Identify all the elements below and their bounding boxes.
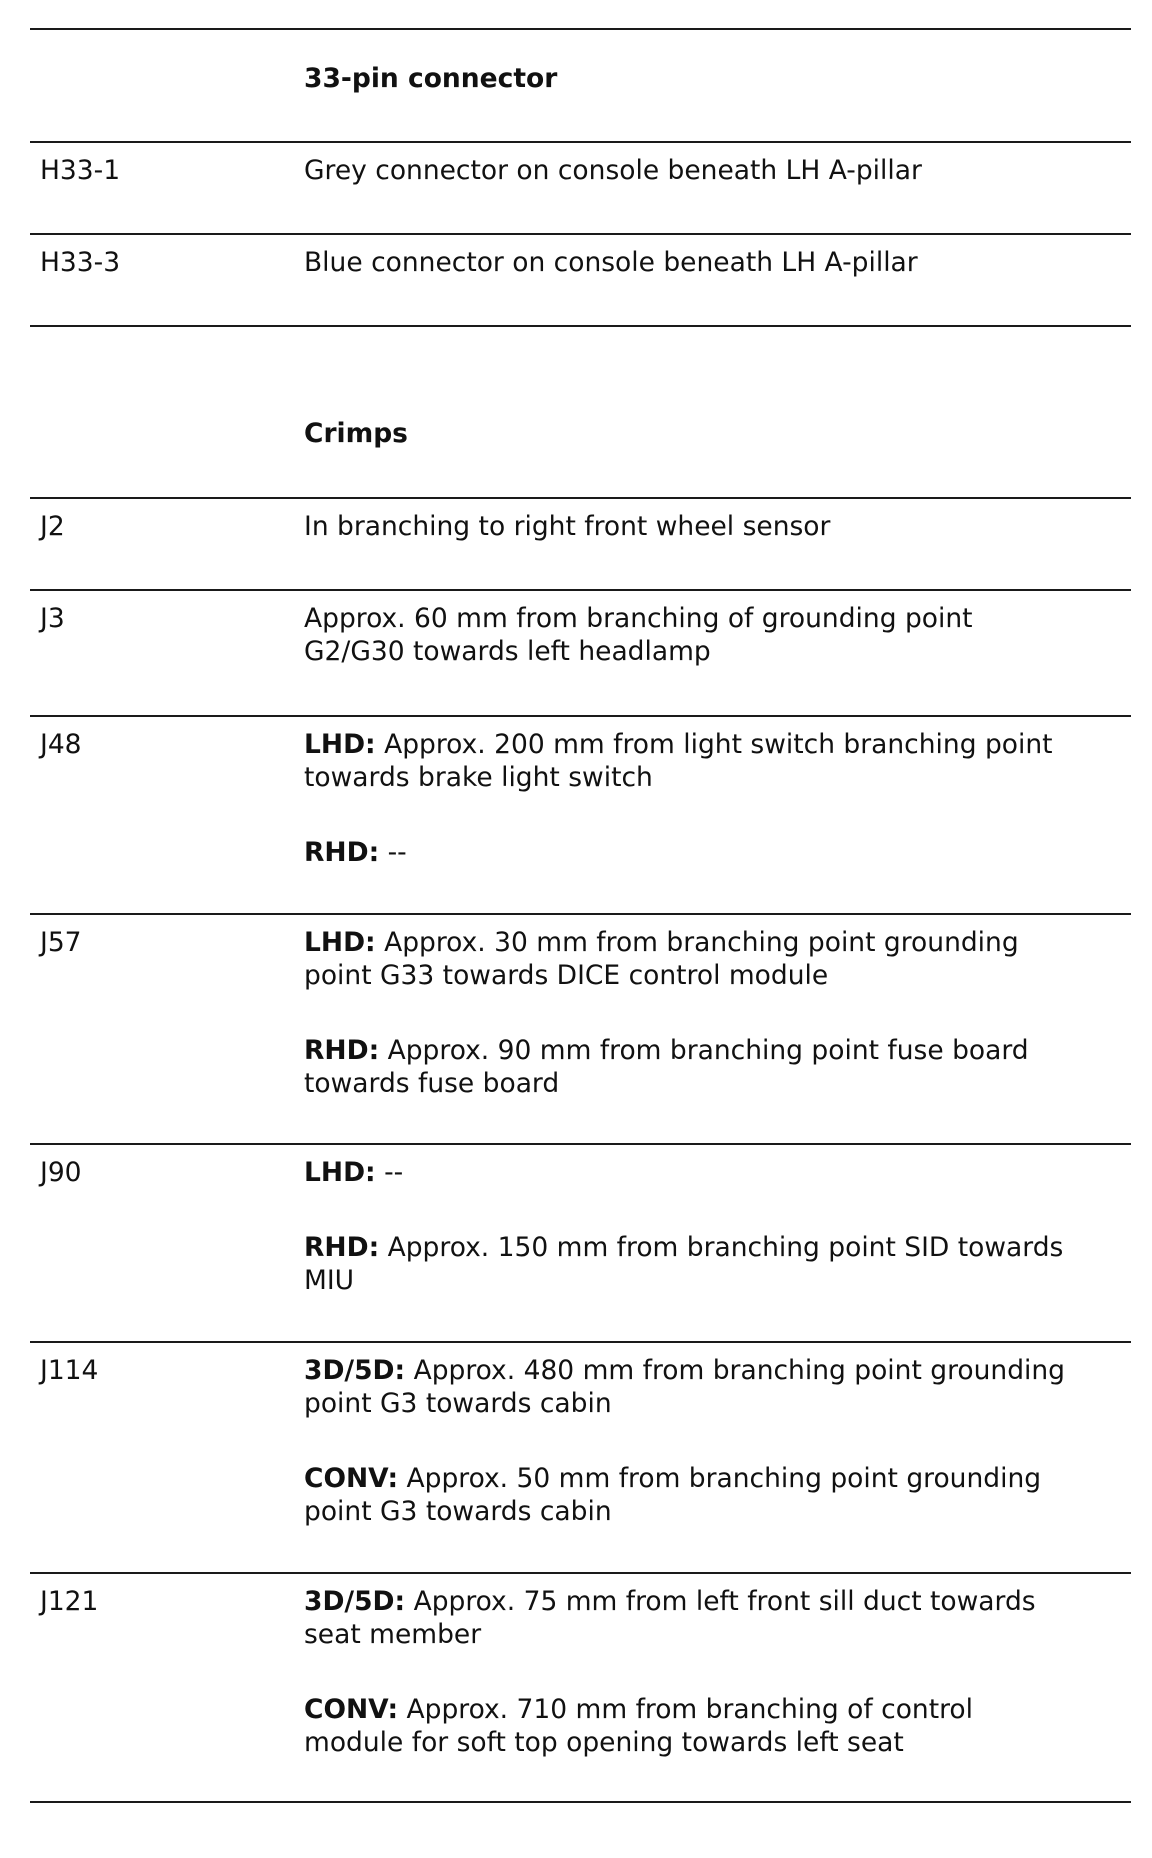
row-prefix: 3D/5D: xyxy=(304,1355,406,1386)
row-description xyxy=(304,1034,1134,1100)
table-rule xyxy=(30,715,1131,717)
row-code: H33-3 xyxy=(40,247,121,278)
row-text: Approx. 50 mm from branching point grounding point G3 towards cabin xyxy=(304,1463,1042,1527)
row-description xyxy=(304,1156,1134,1189)
row-text: Grey connector on console beneath LH A-pillar xyxy=(304,155,922,186)
row-description xyxy=(304,926,1134,992)
section-heading: 33-pin connector xyxy=(304,63,558,94)
row-prefix: 3D/5D: xyxy=(304,1586,406,1617)
row-description xyxy=(304,510,1134,543)
row-prefix: CONV: xyxy=(304,1694,399,1725)
table-rule xyxy=(30,141,1131,143)
row-code: J3 xyxy=(40,603,65,634)
row-text: Approx. 60 mm from branching of grounding point G2/G30 towards left headlamp xyxy=(304,603,973,667)
table-rule xyxy=(30,233,1131,235)
section-heading: Crimps xyxy=(304,418,408,449)
row-text: Approx. 710 mm from branching of control module for soft top opening towards left seat xyxy=(304,1694,974,1758)
row-text: Approx. 30 mm from branching point grounding point G33 towards DICE control module xyxy=(304,927,1019,991)
table-rule xyxy=(30,913,1131,915)
row-prefix: RHD: xyxy=(304,1035,380,1066)
row-code: J114 xyxy=(40,1355,99,1386)
row-description xyxy=(304,246,1134,279)
row-description xyxy=(304,836,1134,869)
row-code: J48 xyxy=(40,729,82,760)
row-text: Approx. 90 mm from branching point fuse board towards fuse board xyxy=(304,1035,1029,1099)
row-code: J57 xyxy=(40,927,82,958)
row-code: H33-1 xyxy=(40,155,121,186)
row-prefix: LHD: xyxy=(304,927,376,958)
row-text: Approx. 75 mm from left front sill duct towards seat member xyxy=(304,1586,1036,1650)
row-text: Blue connector on console beneath LH A-pillar xyxy=(304,247,918,278)
row-code: J90 xyxy=(40,1157,82,1188)
row-description xyxy=(304,154,1134,187)
row-text: Approx. 150 mm from branching point SID towards MIU xyxy=(304,1232,1064,1296)
table-rule xyxy=(30,589,1131,591)
row-text: Approx. 480 mm from branching point grounding point G3 towards cabin xyxy=(304,1355,1066,1419)
row-code: J2 xyxy=(40,511,65,542)
row-prefix: CONV: xyxy=(304,1463,399,1494)
table-rule xyxy=(30,325,1131,327)
row-text: Approx. 200 mm from light switch branching point towards brake light switch xyxy=(304,729,1053,793)
row-code: J121 xyxy=(40,1586,99,1617)
row-description xyxy=(304,1354,1134,1420)
table-rule xyxy=(30,497,1131,499)
row-text: -- xyxy=(375,1157,404,1188)
row-description xyxy=(304,1231,1134,1297)
row-description xyxy=(304,1462,1134,1528)
row-description xyxy=(304,1585,1134,1651)
row-text: In branching to right front wheel sensor xyxy=(304,511,831,542)
table-rule xyxy=(30,1143,1131,1145)
row-text: -- xyxy=(379,837,407,868)
table-rule xyxy=(30,28,1131,30)
table-rule xyxy=(30,1572,1131,1574)
row-prefix: LHD: xyxy=(304,1157,376,1188)
table-rule xyxy=(30,1341,1131,1343)
row-description xyxy=(304,728,1134,794)
row-prefix: LHD: xyxy=(304,729,376,760)
row-prefix: RHD: xyxy=(304,837,380,868)
table-rule xyxy=(30,1801,1131,1803)
row-prefix: RHD: xyxy=(304,1232,380,1263)
row-description xyxy=(304,1693,1134,1759)
row-description xyxy=(304,602,1134,668)
